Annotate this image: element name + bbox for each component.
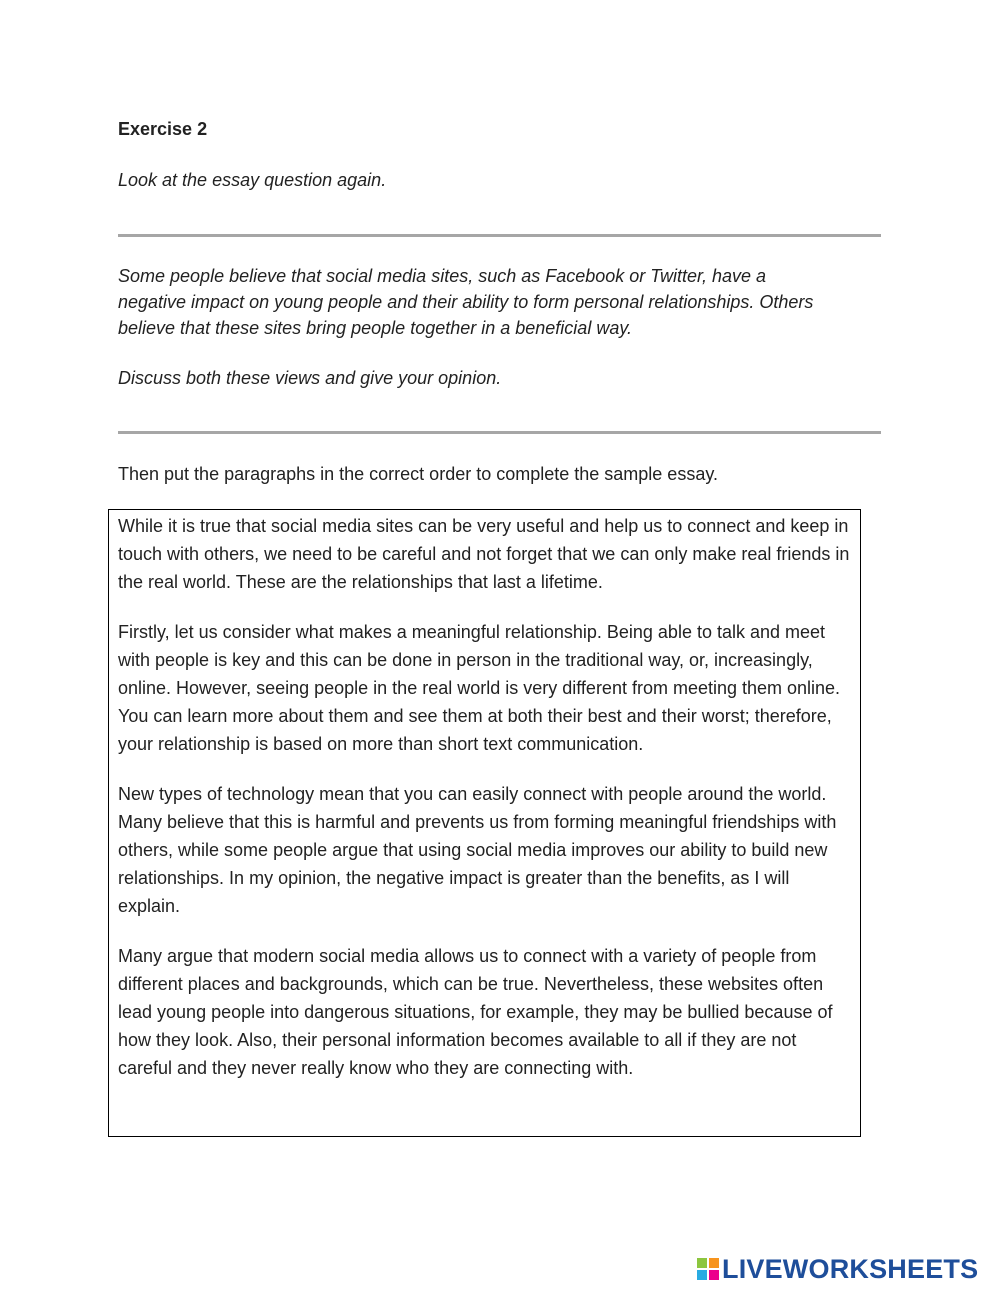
logo-mark-icon: [697, 1258, 719, 1280]
essay-task: Discuss both these views and give your opinion.: [118, 368, 502, 388]
essay-question-line-1: Some people believe that social media sites, such as Facebook or Twitter, have a: [118, 266, 767, 286]
exercise-title: Exercise 2: [118, 119, 208, 139]
logo-square: [697, 1258, 707, 1268]
instruction-order: Then put the paragraphs in the correct order to complete the sample essay.: [118, 464, 718, 484]
logo-square: [697, 1270, 707, 1280]
essay-paragraphs-box: [108, 509, 861, 1137]
essay-paragraph[interactable]: While it is true that social media sites can be very useful and help us to connect and keep in touch with others, we need to be careful and not forget that we can only make real friends in the real world. These are the relationships that last a lifetime.: [118, 516, 850, 592]
essay-paragraph[interactable]: Many argue that modern social media allows us to connect with a variety of people from different places and backgrounds, which can be true. Nevertheless, these websites often lead young people into dangerous situations, for example, they may be bullied because of how they look. Also, their personal information becomes available to all if they are not careful and they never really know who they are connecting with.: [118, 946, 833, 1078]
essay-paragraph[interactable]: Firstly, let us consider what makes a meaningful relationship. Being able to talk and meet with people is key and this can be done in person in the traditional way, or, increasingly, online. However, seeing people in the real world is very different from meeting them online. You can learn more about them and see them at both their best and their worst; therefore, your relationship is based on more than short text communication.: [118, 622, 841, 754]
logo-square: [709, 1270, 719, 1280]
essay-question-line-3: believe that these sites bring people together in a beneficial way.: [118, 318, 632, 338]
liveworksheets-logo: [697, 1253, 978, 1285]
instruction-intro: Look at the essay question again.: [118, 170, 387, 190]
bottom-divider: [118, 431, 881, 434]
essay-question-line-2: negative impact on young people and their ability to form personal relationships. Others: [118, 292, 814, 312]
top-divider: [118, 234, 881, 237]
logo-square: [709, 1258, 719, 1268]
logo-text: LIVEWORKSHEETS: [722, 1253, 979, 1284]
essay-paragraph[interactable]: New types of technology mean that you can easily connect with people around the world. Many believe that this is harmful and prevents us from forming meaningful friendships with others, while some people argue that using social media improves our ability to build new relationships. In my opinion, the negative impact is greater than the benefits, as I will explain.: [118, 784, 837, 916]
